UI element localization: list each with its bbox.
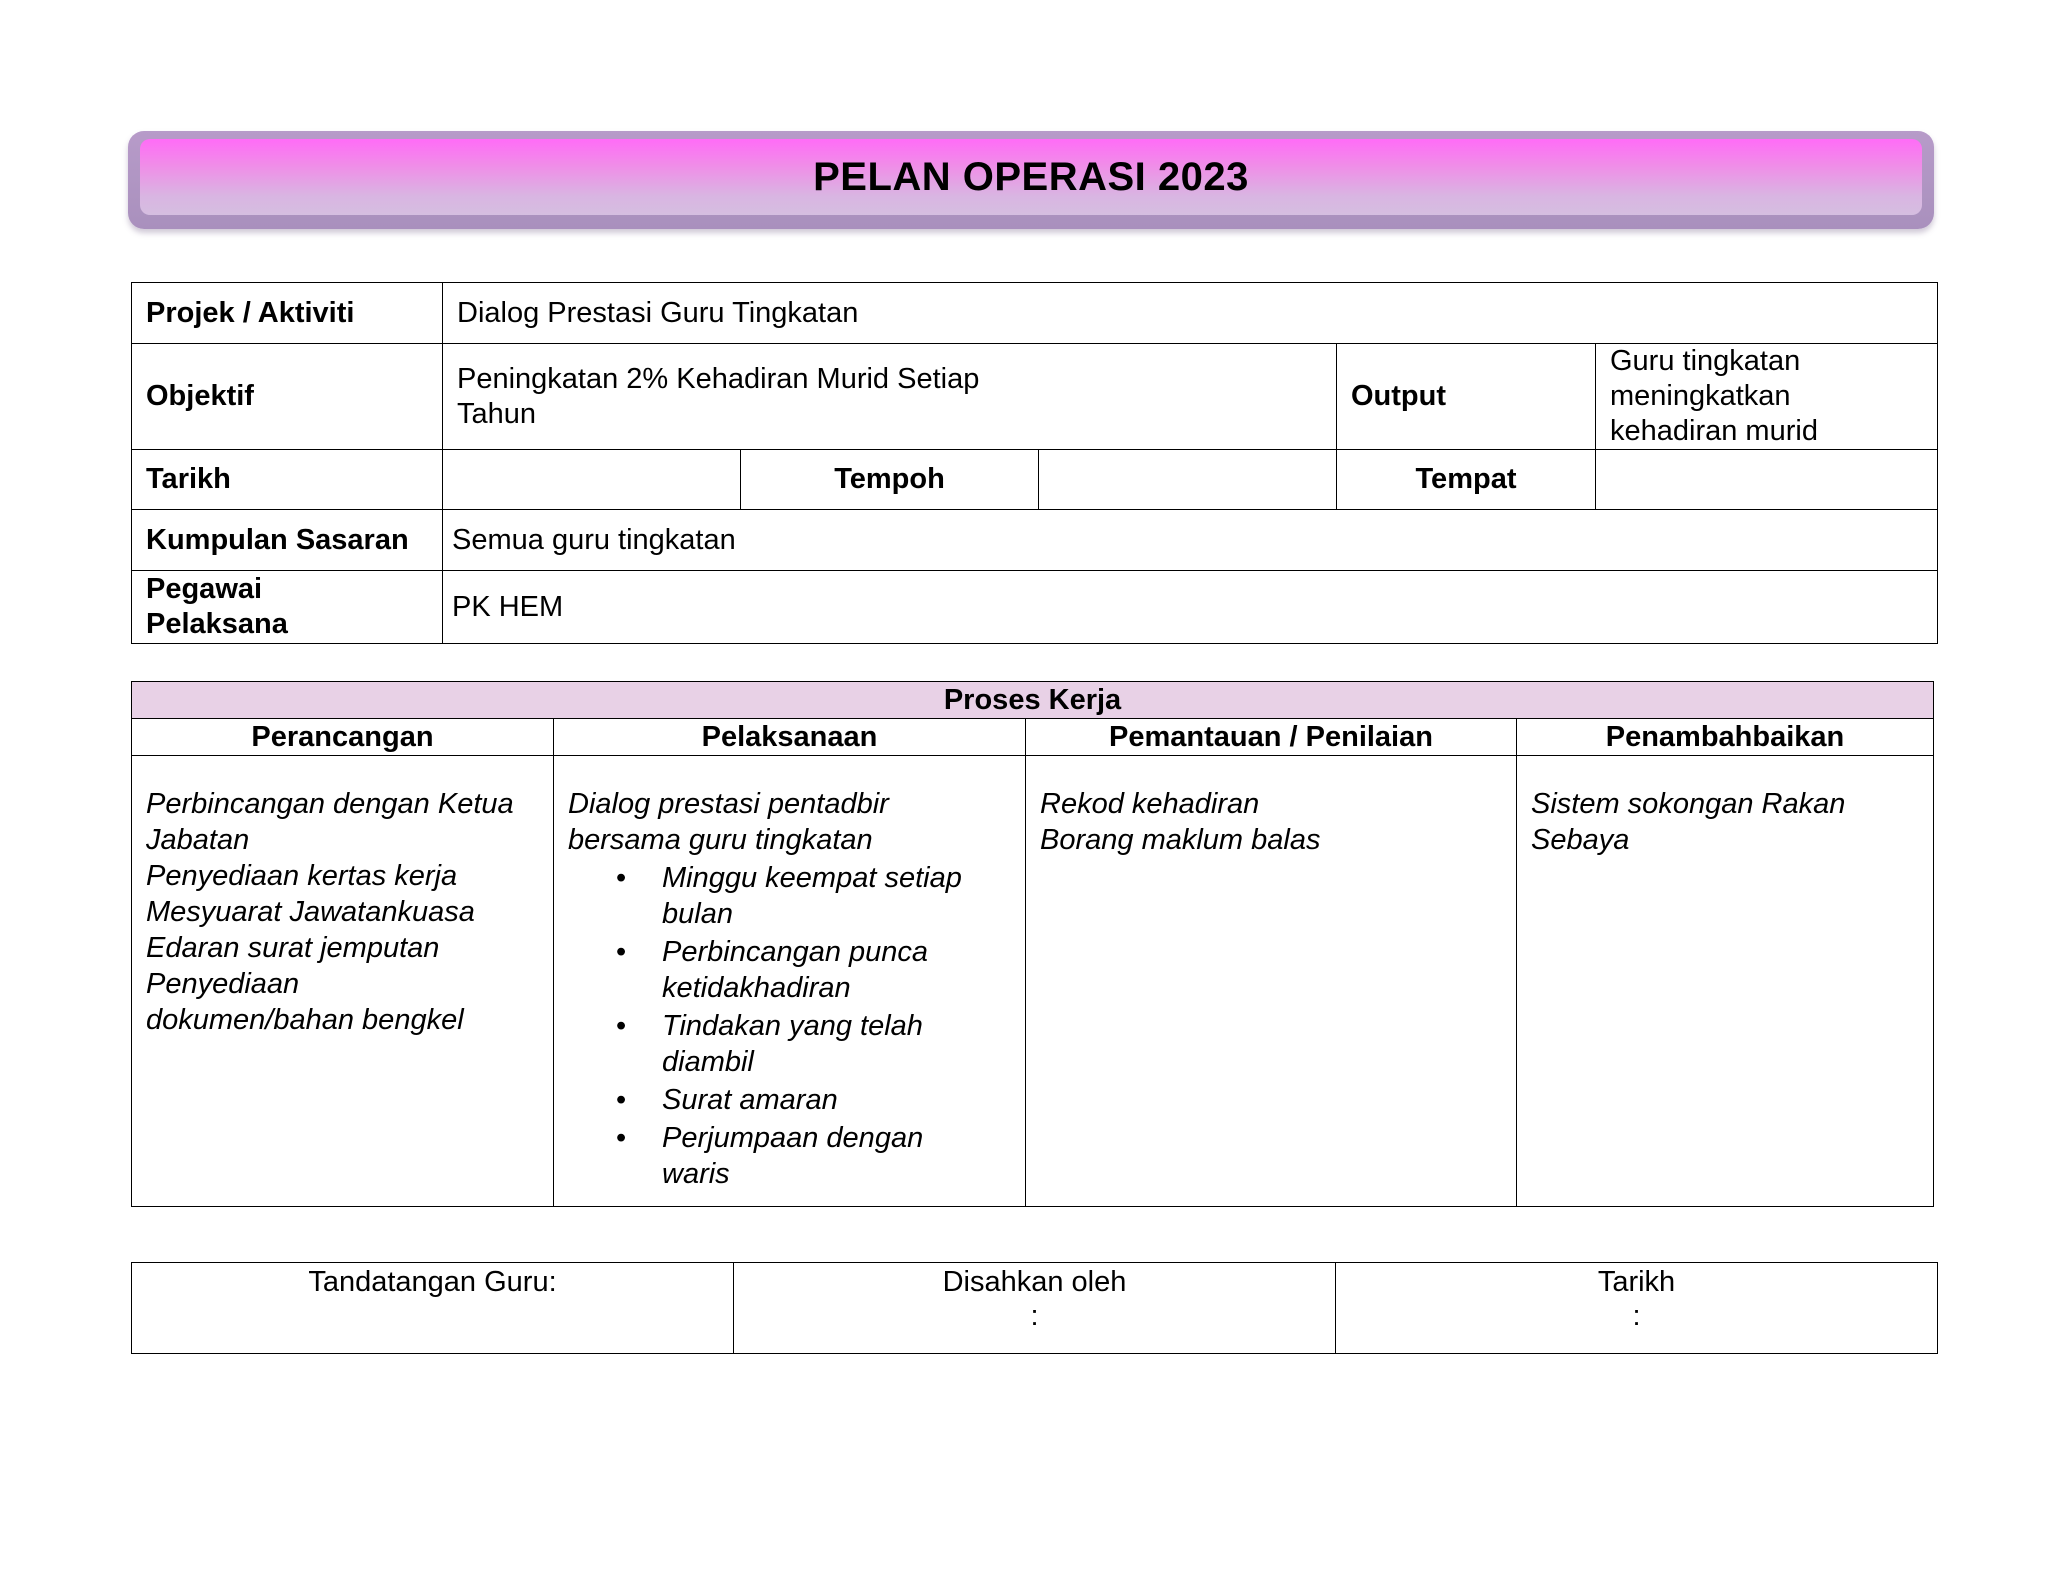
- objektif-row: [132, 344, 1938, 450]
- proses-header-row: [132, 719, 1934, 756]
- pegawai-row: [132, 571, 1938, 644]
- list-item-line: • Minggu keempat setiap: [662, 862, 962, 894]
- info-table: [131, 282, 1938, 644]
- list-item-line: waris: [662, 1158, 730, 1190]
- disahkan-cell: [734, 1263, 1336, 1354]
- list-item: [662, 1120, 1011, 1192]
- tarikh-sign-label: Tarikh: [1597, 1266, 1676, 1298]
- col-header-pelaksanaan: Pelaksanaan: [554, 719, 1026, 756]
- list-item: [662, 1082, 1011, 1118]
- pelaksanaan-intro-line: Dialog prestasi pentadbir: [568, 788, 889, 820]
- perancangan-line: Perbincangan dengan Ketua: [146, 788, 514, 820]
- list-item: [662, 1008, 1011, 1080]
- objektif-label: Objektif: [132, 344, 443, 450]
- list-item-line: • Perbincangan punca: [662, 936, 929, 968]
- proses-title: Proses Kerja: [132, 682, 1934, 719]
- proses-title-row: [132, 682, 1934, 719]
- list-item: [662, 934, 1011, 1006]
- list-item-line: diambil: [662, 1046, 754, 1078]
- tarikh-row: [132, 450, 1938, 510]
- list-item: [662, 860, 1011, 932]
- tarikh-sign-colon: :: [1632, 1300, 1641, 1332]
- penambahbaikan-line: Sebaya: [1531, 824, 1630, 856]
- pegawai-label-line1: Pegawai: [146, 573, 263, 605]
- list-item-line: • Surat amaran: [662, 1084, 838, 1116]
- perancangan-cell: [132, 756, 554, 1207]
- list-item-line: ketidakhadiran: [662, 972, 851, 1004]
- kumpulan-label: Kumpulan Sasaran: [132, 510, 443, 571]
- projek-row: [132, 283, 1938, 344]
- output-value: [1596, 344, 1938, 450]
- tarikh-value: [443, 450, 741, 510]
- pegawai-value: PK HEM: [443, 571, 1938, 644]
- projek-label: Projek / Aktiviti: [132, 283, 443, 344]
- penambahbaikan-cell: [1517, 756, 1934, 1207]
- tempat-value: [1596, 450, 1938, 510]
- col-header-pemantauan: Pemantauan / Penilaian: [1026, 719, 1517, 756]
- objektif-value: [443, 344, 1337, 450]
- signature-table: [131, 1262, 1938, 1354]
- disahkan-colon: :: [1030, 1300, 1039, 1332]
- pelaksanaan-intro-line: bersama guru tingkatan: [568, 824, 873, 856]
- header-banner: [128, 131, 1934, 229]
- output-value-line1: Guru tingkatan meningkatkan: [1610, 345, 1801, 412]
- pelaksanaan-bullet-list: [568, 860, 1011, 1192]
- perancangan-line: Penyediaan: [146, 968, 300, 1000]
- perancangan-line: Penyediaan kertas kerja: [146, 860, 458, 892]
- list-item-line: bulan: [662, 898, 733, 930]
- kumpulan-row: [132, 510, 1938, 571]
- pemantauan-line: Rekod kehadiran: [1040, 788, 1260, 820]
- output-label: Output: [1337, 344, 1596, 450]
- tarikh-sign-cell: [1336, 1263, 1938, 1354]
- proses-body-row: [132, 756, 1934, 1207]
- pemantauan-cell: [1026, 756, 1517, 1207]
- pelaksanaan-cell: [554, 756, 1026, 1207]
- tandatangan-guru-cell: [132, 1263, 734, 1354]
- tandatangan-guru-label: Tandatangan Guru:: [308, 1266, 557, 1298]
- list-item-line: • Perjumpaan dengan: [662, 1122, 924, 1154]
- header-banner-inner: [140, 139, 1922, 215]
- pegawai-label: [132, 571, 443, 644]
- projek-value: Dialog Prestasi Guru Tingkatan: [443, 283, 1938, 344]
- proses-kerja-table: [131, 681, 1934, 1207]
- col-header-penambahbaikan: Penambahbaikan: [1517, 719, 1934, 756]
- pegawai-label-line2: Pelaksana: [146, 608, 288, 640]
- perancangan-line: dokumen/bahan bengkel: [146, 1004, 464, 1036]
- disahkan-label: Disahkan oleh: [942, 1266, 1127, 1298]
- col-header-perancangan: Perancangan: [132, 719, 554, 756]
- kumpulan-value: Semua guru tingkatan: [443, 510, 1938, 571]
- objektif-value-line1: Peningkatan 2% Kehadiran Murid Setiap: [457, 362, 980, 395]
- tempat-label: Tempat: [1337, 450, 1596, 510]
- penambahbaikan-line: Sistem sokongan Rakan: [1531, 788, 1846, 820]
- perancangan-line: Jabatan: [146, 824, 250, 856]
- signature-row: [132, 1263, 1938, 1354]
- objektif-value-line2: Tahun: [457, 397, 537, 430]
- tempoh-label: Tempoh: [741, 450, 1039, 510]
- pemantauan-line: Borang maklum balas: [1040, 824, 1321, 856]
- output-value-line2: kehadiran murid: [1610, 415, 1818, 447]
- perancangan-line: Edaran surat jemputan: [146, 932, 440, 964]
- list-item-line: • Tindakan yang telah: [662, 1010, 923, 1042]
- page-title: PELAN OPERASI 2023: [813, 154, 1249, 199]
- tarikh-label: Tarikh: [132, 450, 443, 510]
- tempoh-value: [1039, 450, 1337, 510]
- perancangan-line: Mesyuarat Jawatankuasa: [146, 896, 475, 928]
